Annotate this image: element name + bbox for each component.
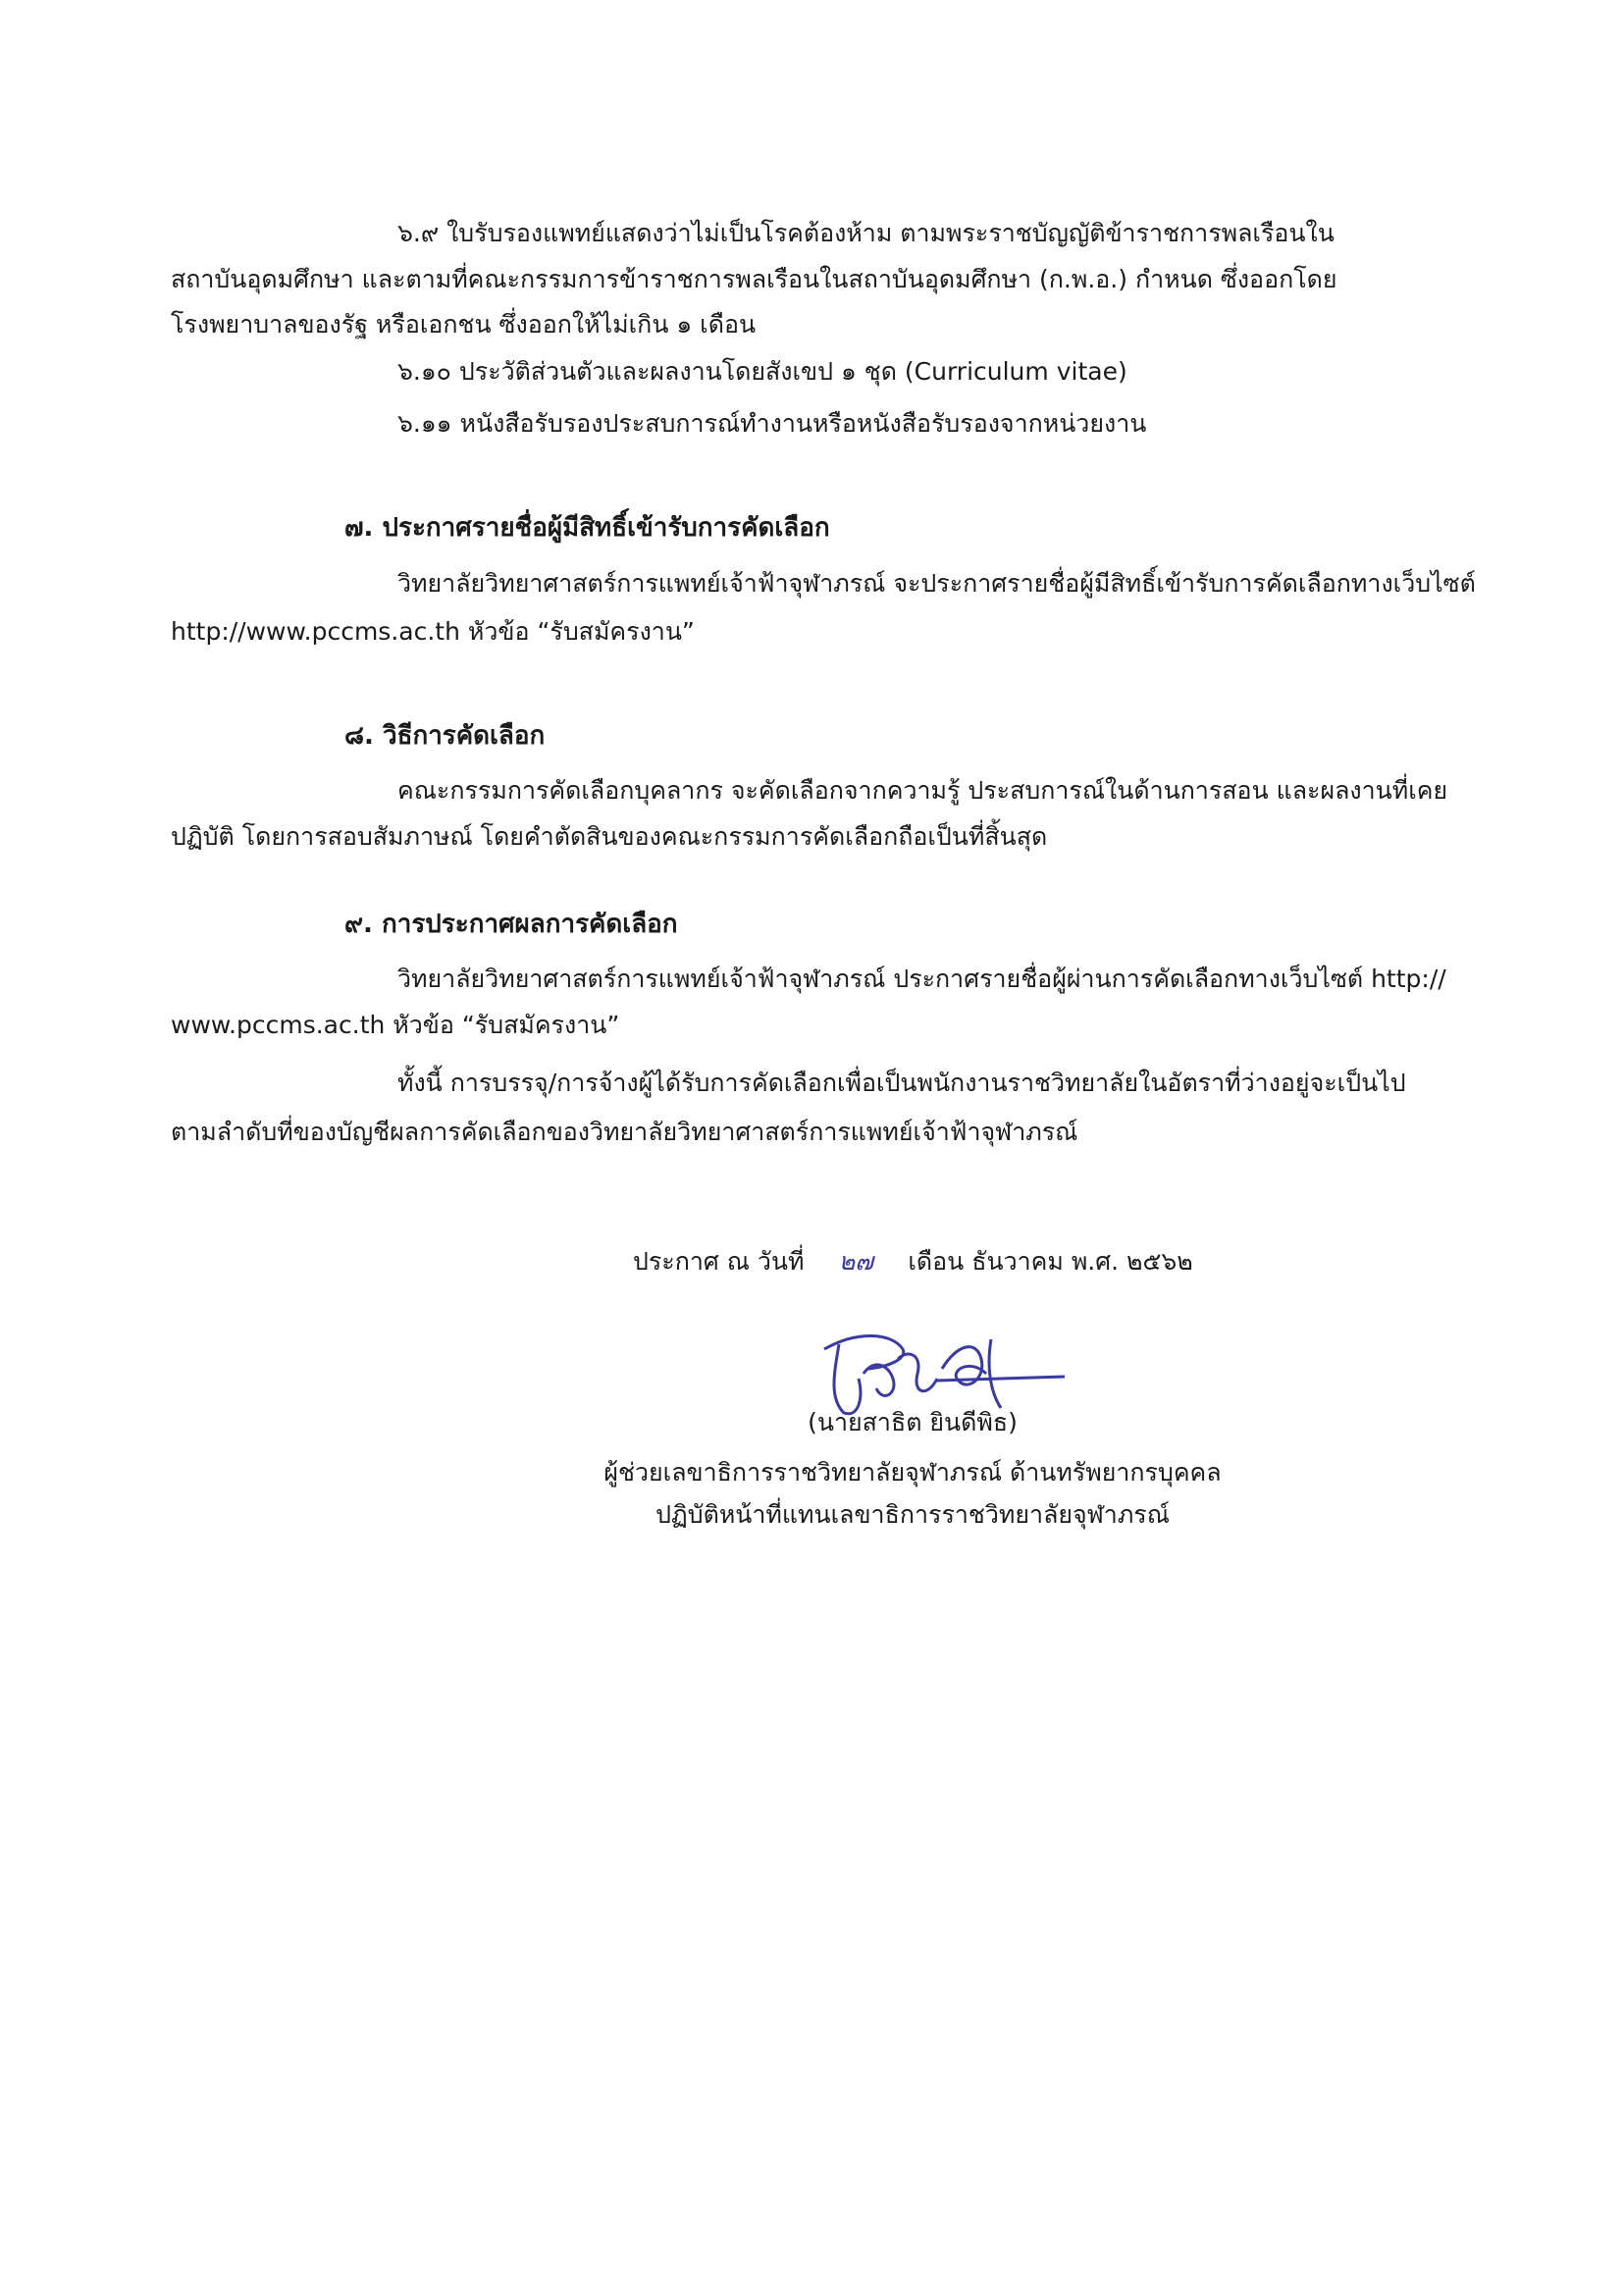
signatory-name: (นายสาธิต ยินดีพิธ): [808, 1408, 1018, 1436]
announcement-month: ธันวาคม: [971, 1247, 1064, 1276]
item-6-10: ๖.๑๐ ประวัติส่วนตัวและผลงานโดยสังเขป ๑ ชุด (Curriculum vitae): [397, 357, 1127, 386]
announcement-day: ๒๗: [838, 1247, 874, 1276]
section-9-line-2: www.pccms.ac.th หัวข้อ “รับสมัครงาน”: [171, 1011, 620, 1039]
section-9-line-1: วิทยาลัยวิทยาศาสตร์การแพทย์เจ้าฟ้าจุฬาภรณ์ ประกาศรายชื่อผู้ผ่านการคัดเลือกทางเว็บไซต์ http://: [397, 965, 1446, 993]
section-8-line-1: คณะกรรมการคัดเลือกบุคลากร จะคัดเลือกจากความรู้ ประสบการณ์ในด้านการสอน และผลงานที่เคย: [397, 776, 1448, 805]
item-6-9-line-3: โรงพยาบาลของรัฐ หรือเอกชน ซึ่งออกให้ไม่เกิน ๑ เดือน: [171, 310, 757, 339]
announcement-prefix: ประกาศ ณ วันที่: [633, 1247, 805, 1276]
section-9-line-3: ทั้งนี้ การบรรจุ/การจ้างผู้ได้รับการคัดเลือกเพื่อเป็นพนักงานราชวิทยาลัยในอัตราที่ว่างอยู่จะเป็นไป: [397, 1069, 1406, 1097]
item-6-9-line-1: ๖.๙ ใบรับรองแพทย์แสดงว่าไม่เป็นโรคต้องห้าม ตามพระราชบัญญัติข้าราชการพลเรือนใน: [397, 219, 1335, 247]
announcement-month-label: เดือน: [908, 1247, 965, 1276]
signatory-title-2: ปฏิบัติหน้าที่แทนเลขาธิการราชวิทยาลัยจุฬาภรณ์: [655, 1500, 1170, 1529]
section-9-line-4: ตามลำดับที่ของบัญชีผลการคัดเลือกของวิทยาลัยวิทยาศาสตร์การแพทย์เจ้าฟ้าจุฬาภรณ์: [171, 1118, 1078, 1146]
signatory-title-1: ผู้ช่วยเลขาธิการราชวิทยาลัยจุฬาภรณ์ ด้านทรัพยากรบุคคล: [603, 1458, 1222, 1487]
announcement-date: [633, 1244, 1193, 1279]
section-8-line-2: ปฏิบัติ โดยการสอบสัมภาษณ์ โดยคำตัดสินของคณะกรรมการคัดเลือกถือเป็นที่สิ้นสุด: [171, 822, 1048, 851]
item-6-9-line-2: สถาบันอุดมศึกษา และตามที่คณะกรรมการข้าราชการพลเรือนในสถาบันอุดมศึกษา (ก.พ.อ.) กำหนด ซึ่งออกโดย: [171, 265, 1337, 293]
section-9-heading: ๙. การประกาศผลการคัดเลือก: [344, 910, 678, 939]
item-6-11: ๖.๑๑ หนังสือรับรองประสบการณ์ทำงานหรือหนังสือรับรองจากหน่วยงาน: [397, 409, 1147, 438]
announcement-year-label: พ.ศ.: [1071, 1247, 1120, 1276]
section-7-line-2: http://www.pccms.ac.th หัวข้อ “รับสมัครงาน”: [171, 617, 695, 646]
announcement-year: ๒๕๖๒: [1126, 1247, 1193, 1276]
section-7-heading: ๗. ประกาศรายชื่อผู้มีสิทธิ์เข้ารับการคัดเลือก: [344, 513, 830, 543]
section-7-line-1: วิทยาลัยวิทยาศาสตร์การแพทย์เจ้าฟ้าจุฬาภรณ์ จะประกาศรายชื่อผู้มีสิทธิ์เข้ารับการคัดเลือกทางเว็บไซต์: [397, 569, 1476, 598]
section-8-heading: ๘. วิธีการคัดเลือก: [344, 721, 546, 751]
